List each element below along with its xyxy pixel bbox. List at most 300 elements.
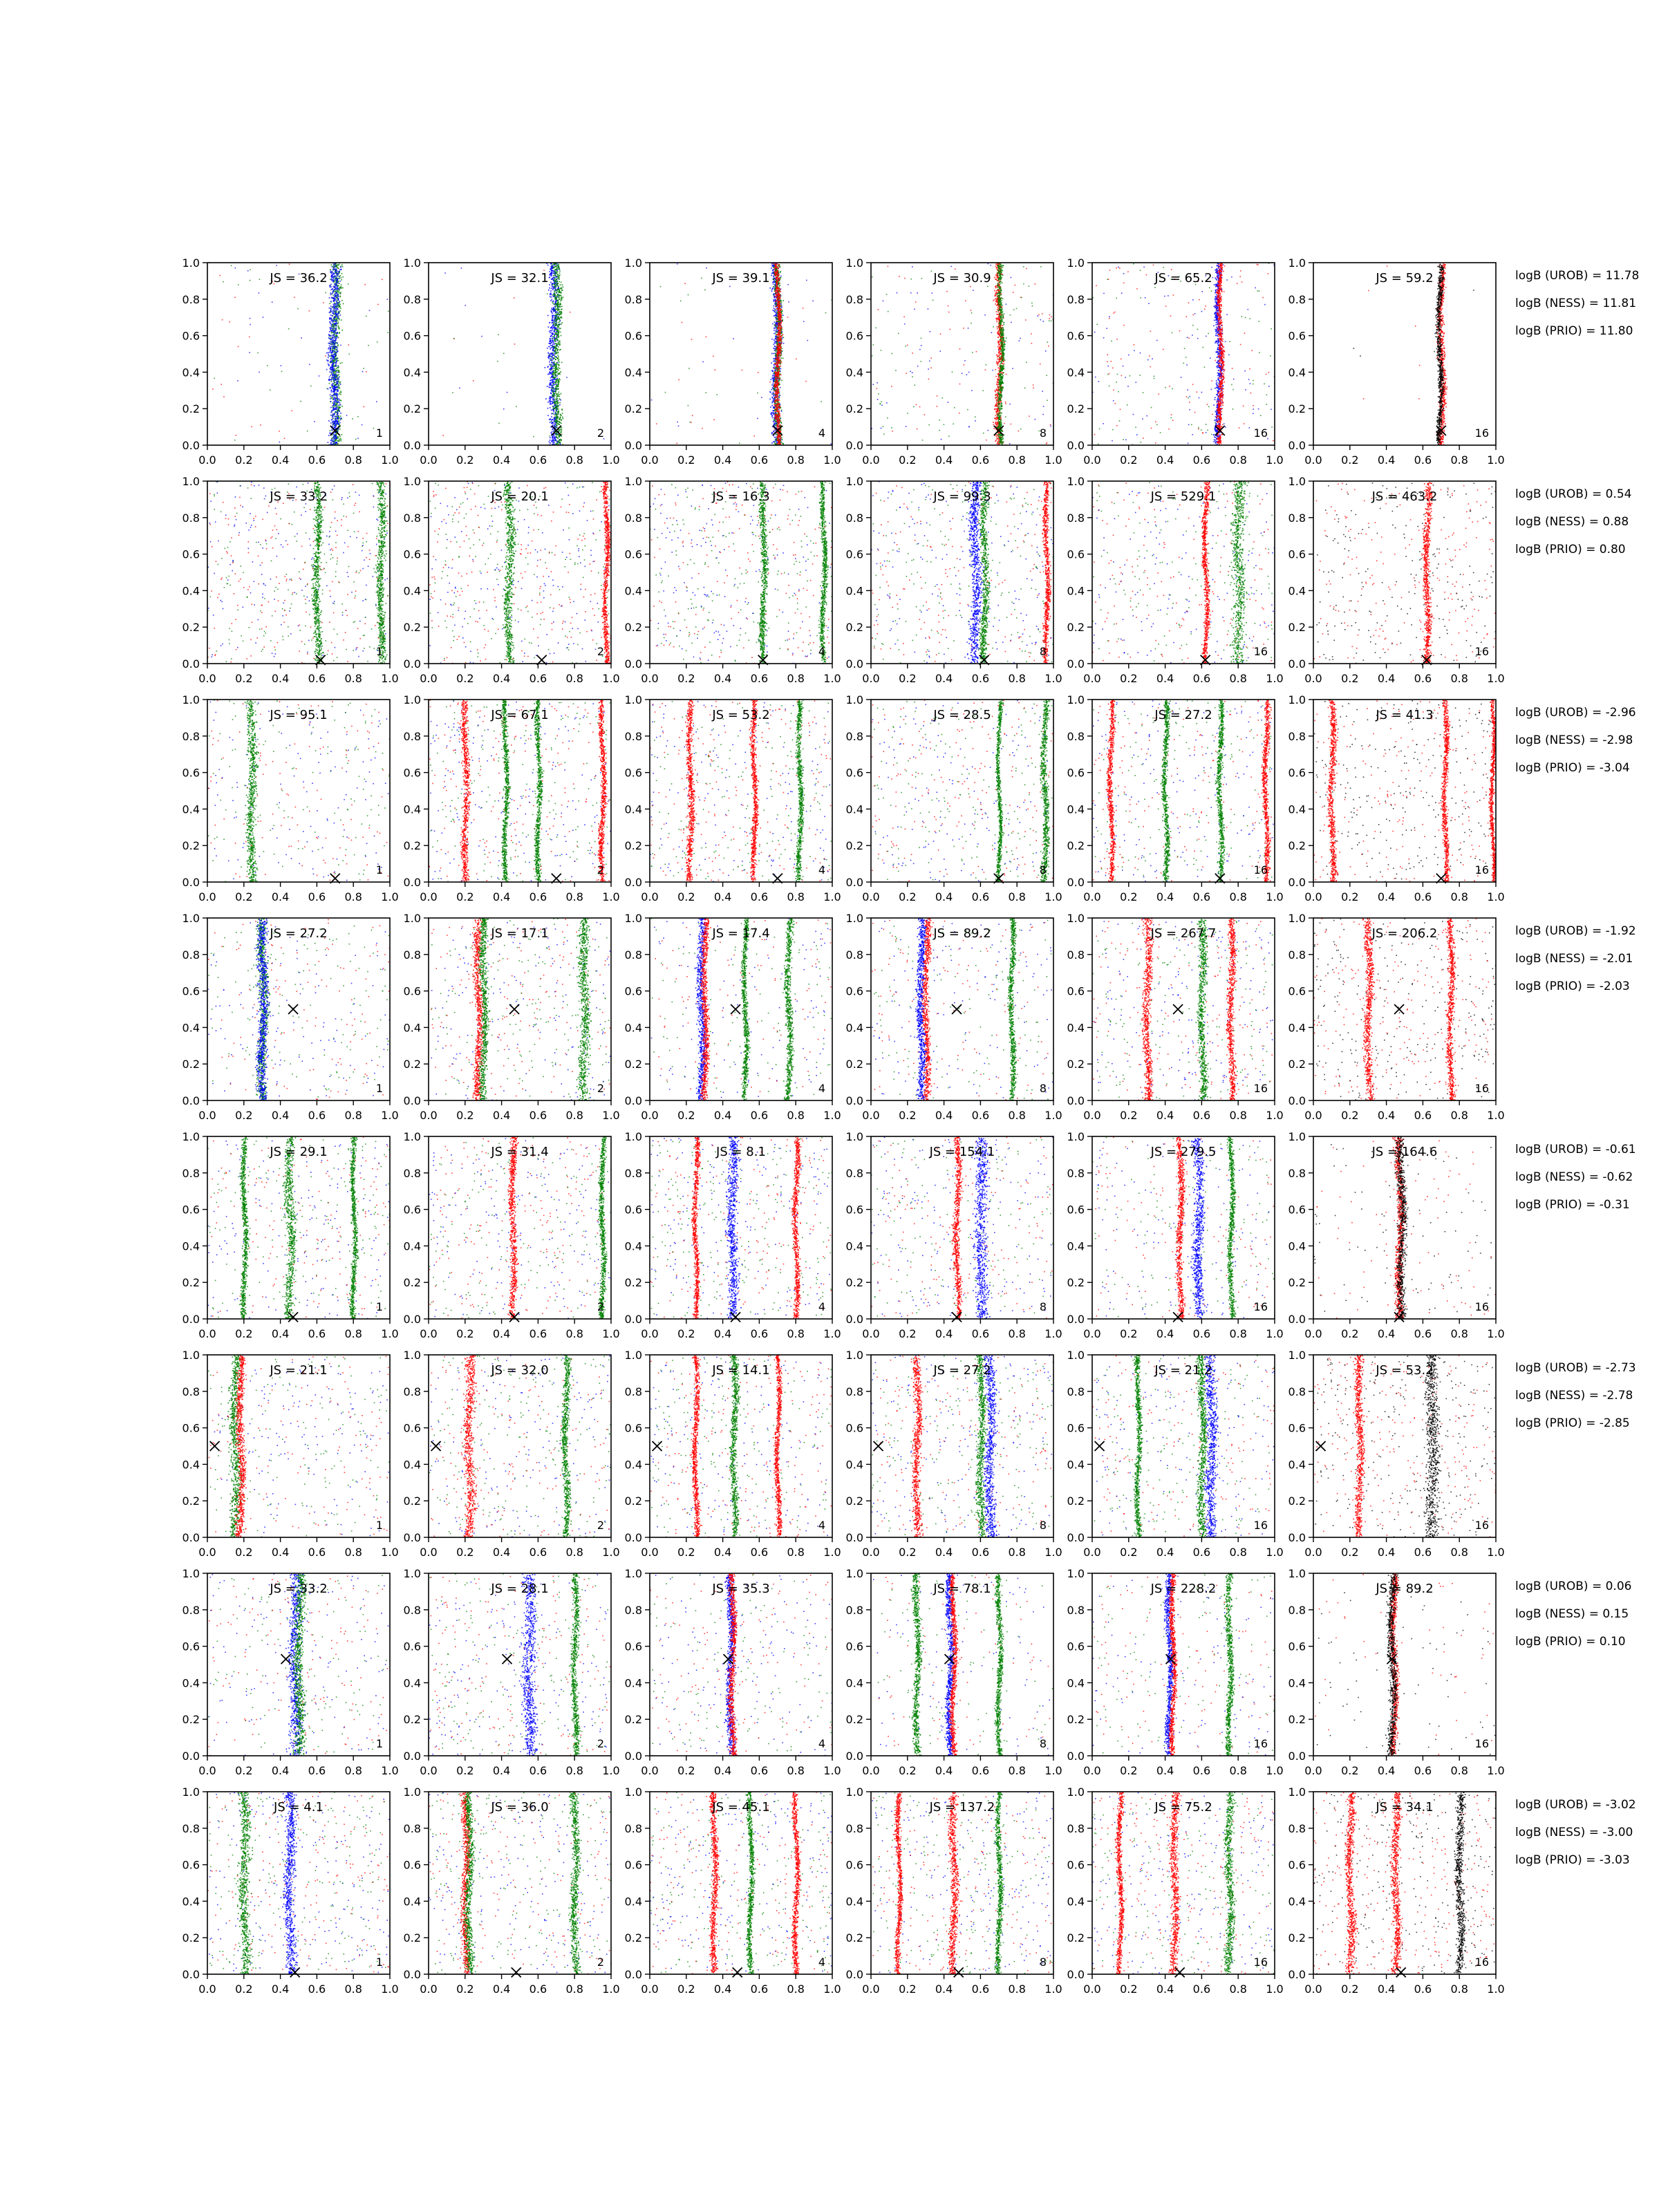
band-point — [561, 435, 562, 437]
band-point — [339, 436, 341, 438]
band-point — [776, 362, 778, 364]
band-point — [332, 421, 333, 422]
band-point — [333, 276, 335, 277]
scatter-point — [796, 359, 797, 360]
band-point — [553, 309, 554, 310]
band-point — [559, 328, 561, 330]
band-point — [561, 281, 562, 283]
band-point — [338, 415, 339, 416]
band-point — [335, 343, 336, 344]
band-point — [773, 286, 774, 288]
band-point — [550, 370, 552, 371]
scatter-point — [223, 396, 225, 397]
band-point — [329, 308, 330, 309]
band-point — [339, 363, 341, 364]
band-point — [556, 366, 557, 367]
band-point — [333, 305, 335, 306]
band-point — [559, 435, 560, 437]
band-point — [783, 337, 785, 338]
band-point — [777, 270, 778, 271]
band-point — [549, 331, 550, 332]
band-point — [555, 309, 556, 310]
band-point — [551, 369, 552, 371]
band-point — [552, 338, 553, 339]
band-point — [339, 393, 341, 394]
band-point — [772, 270, 774, 272]
band-point — [560, 415, 561, 416]
band-point — [339, 429, 341, 430]
band-point — [550, 341, 551, 342]
band-point — [771, 389, 772, 391]
band-point — [554, 357, 555, 359]
band-point — [553, 337, 554, 338]
band-point — [331, 353, 332, 354]
band-point — [334, 443, 335, 444]
band-point — [555, 280, 556, 281]
band-point — [552, 265, 554, 267]
band-point — [780, 342, 781, 344]
band-point — [336, 386, 337, 388]
band-point — [775, 407, 776, 409]
band-point — [335, 321, 336, 322]
scatter-point — [279, 442, 281, 443]
band-point — [776, 310, 778, 312]
band-point — [551, 384, 552, 386]
band-point — [340, 267, 341, 268]
band-point — [550, 343, 551, 344]
band-point — [561, 393, 562, 395]
band-point — [335, 398, 337, 400]
band-point — [339, 402, 341, 404]
band-point — [547, 315, 549, 317]
band-point — [332, 328, 334, 330]
band-point — [555, 308, 556, 309]
band-point — [336, 360, 337, 362]
band-point — [780, 364, 781, 365]
band-point — [559, 288, 560, 290]
band-point — [332, 324, 334, 326]
band-point — [781, 332, 782, 334]
band-point — [332, 443, 334, 444]
band-point — [554, 384, 556, 385]
band-point — [552, 350, 554, 352]
band-point — [780, 295, 781, 297]
band-point — [553, 268, 554, 269]
band-point — [331, 326, 332, 327]
band-point — [339, 438, 340, 440]
band-point — [559, 299, 560, 300]
scatter-point — [769, 382, 771, 383]
band-point — [339, 281, 341, 282]
band-point — [334, 279, 335, 281]
band-point — [337, 299, 339, 300]
band-point — [776, 368, 778, 370]
x-tick-label: 0.8 — [344, 453, 362, 467]
band-point — [774, 397, 776, 398]
band-point — [558, 384, 559, 386]
band-point — [330, 310, 332, 311]
band-point — [778, 273, 779, 274]
band-point — [340, 440, 341, 442]
band-point — [337, 349, 338, 350]
band-point — [552, 382, 553, 384]
band-point — [330, 369, 332, 371]
band-point — [333, 300, 335, 301]
scatter-point — [288, 328, 290, 330]
band-point — [335, 416, 336, 418]
band-point — [778, 402, 780, 403]
band-point — [561, 362, 563, 364]
band-point — [341, 434, 343, 435]
band-point — [553, 383, 554, 384]
band-point — [332, 312, 334, 313]
band-point — [333, 345, 335, 346]
band-point — [775, 440, 776, 442]
band-point — [339, 306, 340, 307]
scatter-point — [787, 317, 789, 318]
band-point — [779, 395, 780, 396]
band-point — [778, 314, 779, 315]
band-point — [335, 419, 336, 420]
band-point — [332, 355, 334, 356]
band-point — [557, 368, 559, 370]
band-point — [331, 372, 332, 373]
band-point — [556, 406, 557, 407]
band-point — [338, 306, 339, 307]
band-point — [559, 344, 561, 345]
band-point — [775, 310, 776, 311]
band-point — [337, 410, 339, 411]
band-point — [554, 417, 556, 418]
band-point — [554, 399, 556, 400]
band-point — [333, 303, 335, 305]
band-point — [555, 283, 556, 284]
band-point — [551, 409, 552, 411]
band-point — [330, 270, 331, 272]
band-point — [549, 373, 550, 375]
scatter-point — [221, 384, 222, 385]
band-point — [326, 353, 328, 354]
band-point — [771, 362, 772, 364]
band-point — [561, 440, 562, 441]
band-point — [332, 419, 333, 420]
band-point — [553, 388, 554, 389]
band-point — [337, 288, 339, 289]
band-point — [336, 302, 337, 303]
band-point — [552, 413, 554, 414]
band-point — [557, 274, 559, 276]
band-point — [780, 337, 781, 338]
band-point — [553, 373, 554, 374]
band-point — [332, 298, 334, 299]
band-point — [337, 383, 339, 384]
band-point — [776, 331, 778, 332]
band-point — [779, 362, 780, 363]
band-point — [558, 382, 559, 384]
scatter-point — [507, 392, 508, 393]
band-point — [331, 390, 332, 391]
band-point — [561, 432, 562, 433]
band-point — [330, 350, 332, 351]
scatter-point — [272, 301, 273, 303]
band-point — [329, 377, 330, 378]
scatter-point — [212, 388, 214, 390]
band-point — [339, 270, 341, 271]
band-point — [774, 271, 776, 272]
scatter-point — [234, 297, 236, 298]
band-point — [554, 372, 556, 373]
band-point — [555, 343, 556, 344]
band-point — [335, 366, 337, 367]
scatter-point — [459, 388, 460, 389]
band-point — [771, 370, 773, 371]
band-point — [560, 303, 561, 304]
band-point — [337, 278, 339, 279]
band-point — [341, 406, 343, 407]
band-point — [556, 398, 558, 400]
band-point — [777, 388, 778, 389]
band-point — [333, 397, 335, 399]
band-point — [554, 419, 555, 420]
scatter-point — [830, 443, 832, 444]
band-point — [554, 366, 555, 367]
band-point — [558, 330, 559, 332]
band-point — [339, 289, 340, 290]
band-point — [556, 292, 557, 293]
band-point — [341, 362, 343, 364]
band-point — [776, 395, 777, 396]
band-point — [774, 390, 776, 391]
band-point — [557, 303, 559, 305]
band-point — [339, 400, 340, 401]
band-point — [337, 282, 338, 283]
band-point — [554, 266, 556, 268]
band-point — [335, 373, 337, 375]
band-point — [335, 395, 337, 397]
band-point — [332, 292, 334, 293]
scatter-point — [812, 301, 814, 302]
band-point — [331, 275, 332, 276]
y-tick-label: 0.2 — [404, 402, 421, 415]
band-point — [333, 383, 335, 384]
band-point — [333, 373, 335, 374]
band-point — [553, 398, 554, 400]
scatter-point — [352, 418, 353, 420]
band-point — [338, 271, 339, 272]
band-point — [552, 385, 554, 386]
band-point — [335, 319, 336, 320]
band-point — [554, 408, 555, 409]
scatter-point — [281, 365, 282, 366]
band-point — [549, 288, 550, 289]
band-point — [337, 309, 339, 310]
band-point — [556, 319, 558, 320]
band-point — [778, 433, 780, 435]
band-point — [333, 389, 335, 391]
scatter-point — [349, 354, 350, 355]
band-point — [552, 318, 553, 319]
band-point — [556, 297, 558, 299]
band-point — [331, 311, 332, 312]
band-point — [558, 301, 559, 303]
band-point — [552, 341, 554, 342]
scatter-point — [706, 268, 707, 269]
band-point — [554, 288, 556, 290]
band-point — [332, 424, 334, 426]
band-point — [339, 310, 341, 312]
band-point — [772, 397, 774, 399]
band-point — [335, 296, 337, 297]
band-point — [335, 400, 336, 402]
band-point — [329, 319, 330, 320]
band-point — [559, 309, 560, 310]
band-point — [335, 335, 337, 336]
band-point — [558, 393, 559, 395]
band-point — [550, 397, 552, 398]
x-tick-label: 0.6 — [529, 453, 547, 467]
subplot-r1-c1 — [182, 256, 399, 467]
band-point — [560, 371, 561, 373]
band-point — [330, 358, 331, 359]
band-point — [547, 386, 548, 387]
band-point — [554, 395, 556, 397]
band-point — [781, 330, 782, 331]
band-point — [336, 306, 337, 307]
band-point — [771, 405, 773, 406]
band-point — [552, 406, 554, 408]
band-point — [336, 422, 337, 423]
scatter-point — [294, 297, 295, 298]
band-point — [780, 313, 781, 315]
band-point — [333, 313, 335, 315]
scatter-point — [279, 431, 280, 432]
band-point — [551, 294, 552, 295]
scatter-point — [566, 377, 568, 378]
band-point — [776, 314, 777, 315]
band-point — [340, 391, 341, 392]
band-point — [333, 326, 335, 327]
band-point — [561, 335, 562, 337]
band-point — [330, 433, 332, 434]
band-point — [775, 333, 776, 335]
band-point — [550, 358, 552, 359]
band-point — [776, 357, 777, 358]
band-point — [556, 418, 557, 419]
band-point — [774, 325, 776, 326]
band-point — [557, 364, 559, 366]
band-point — [775, 387, 776, 388]
band-point — [341, 300, 343, 301]
band-point — [333, 301, 335, 302]
band-point — [776, 326, 777, 327]
band-point — [554, 415, 556, 416]
band-point — [563, 297, 564, 298]
band-point — [774, 289, 776, 290]
band-point — [553, 275, 554, 276]
band-point — [337, 274, 338, 275]
band-point — [338, 374, 339, 375]
band-point — [551, 330, 552, 332]
band-point — [330, 348, 331, 349]
band-point — [562, 417, 563, 418]
band-point — [330, 306, 332, 307]
band-point — [782, 310, 783, 312]
band-point — [329, 297, 330, 299]
scatter-point — [363, 368, 364, 369]
band-point — [559, 349, 561, 350]
band-point — [556, 419, 558, 420]
band-point — [773, 388, 774, 389]
band-point — [549, 346, 550, 348]
band-point — [779, 353, 780, 354]
band-point — [769, 399, 771, 400]
band-point — [556, 393, 558, 395]
band-point — [328, 388, 329, 390]
band-point — [776, 386, 778, 387]
band-point — [774, 281, 775, 283]
band-point — [333, 335, 335, 336]
band-point — [553, 362, 554, 364]
band-point — [776, 306, 777, 308]
band-point — [556, 377, 558, 379]
band-point — [333, 377, 335, 378]
band-point — [334, 317, 335, 318]
band-point — [776, 300, 778, 301]
scatter-point — [739, 442, 740, 444]
band-point — [554, 346, 555, 347]
band-point — [548, 386, 550, 388]
band-point — [556, 395, 557, 396]
x-tick-label: 0.2 — [456, 453, 474, 467]
band-point — [335, 288, 337, 290]
band-point — [550, 310, 552, 312]
band-point — [776, 421, 777, 422]
band-point — [554, 440, 556, 442]
band-point — [554, 426, 556, 427]
band-point — [557, 307, 559, 308]
scatter-point — [300, 401, 301, 402]
band-point — [556, 323, 558, 324]
scatter-point — [325, 355, 326, 357]
band-point — [557, 289, 559, 290]
band-point — [551, 272, 552, 273]
band-point — [552, 422, 553, 424]
band-point — [335, 404, 336, 405]
band-point — [549, 355, 550, 356]
band-point — [334, 371, 335, 373]
band-point — [774, 417, 776, 418]
band-point — [558, 265, 559, 267]
band-point — [339, 319, 340, 321]
band-point — [551, 368, 552, 369]
scatter-point — [757, 393, 758, 394]
band-point — [336, 400, 337, 402]
band-point — [777, 319, 778, 320]
band-point — [775, 386, 776, 387]
band-point — [553, 431, 554, 432]
band-point — [771, 413, 773, 414]
scatter-point — [676, 443, 677, 444]
band-point — [555, 319, 556, 320]
band-point — [335, 294, 337, 296]
band-point — [558, 357, 559, 358]
band-point — [773, 393, 774, 395]
band-point — [548, 290, 550, 291]
band-point — [550, 442, 551, 444]
band-point — [555, 383, 556, 384]
band-point — [330, 317, 332, 319]
band-point — [336, 402, 337, 403]
